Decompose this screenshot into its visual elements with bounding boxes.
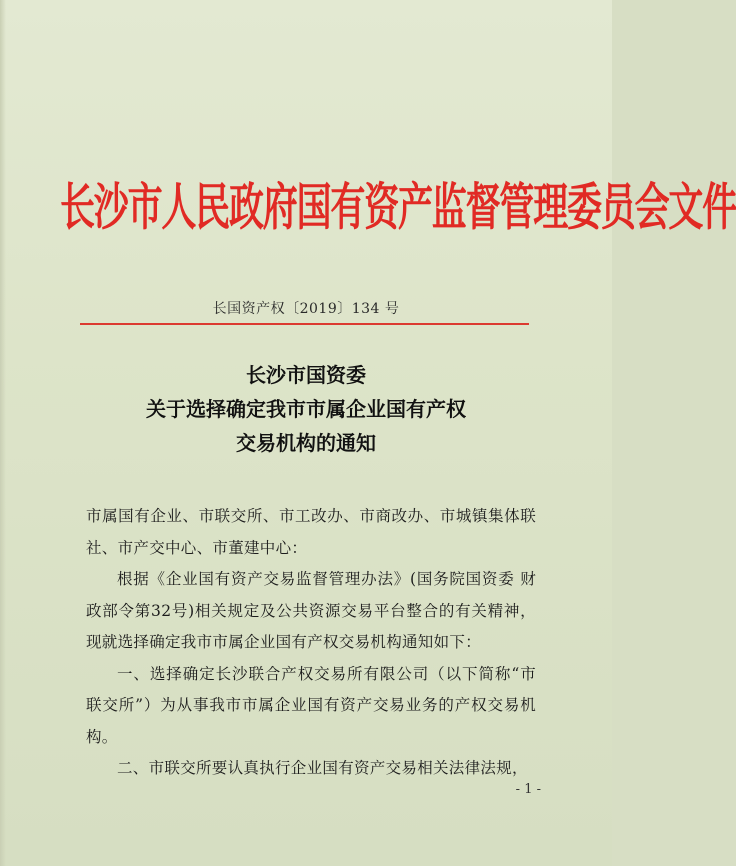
title-line-2: 关于选择确定我市市属企业国有产权: [146, 397, 466, 421]
red-divider-rule: [80, 323, 529, 325]
body-paragraph-2: 一、选择确定长沙联合产权交易所有限公司（以下简称“市联交所”）为从事我市市属企业国有资产交易业务的产权交易机构。: [86, 664, 536, 746]
notice-body: [86, 501, 536, 785]
body-paragraph-3: 二、市联交所要认真执行企业国有资产交易相关法律法规，: [117, 759, 528, 777]
masthead-title: 长沙市人民政府国有资产监督管理委员会文件: [60, 178, 736, 238]
page-number: - 1 -: [515, 782, 541, 797]
document-number: 长国资产权〔2019〕134 号: [212, 301, 400, 317]
recipients-paragraph: 市属国有企业、市联交所、市工改办、市商改办、市城镇集体联社、市产交中心、市董建中心：: [86, 507, 536, 557]
title-line-1: 长沙市国资委: [246, 363, 366, 387]
notice-title: [0, 358, 612, 460]
body-paragraph-1: 根据《企业国有资产交易监督管理办法》(国务院国资委 财政部令第32号)相关规定及公共资源交易平台整合的有关精神，现就选择确定我市市属企业国有产权交易机构通知如下：: [86, 570, 536, 651]
title-line-3: 交易机构的通知: [236, 431, 376, 455]
